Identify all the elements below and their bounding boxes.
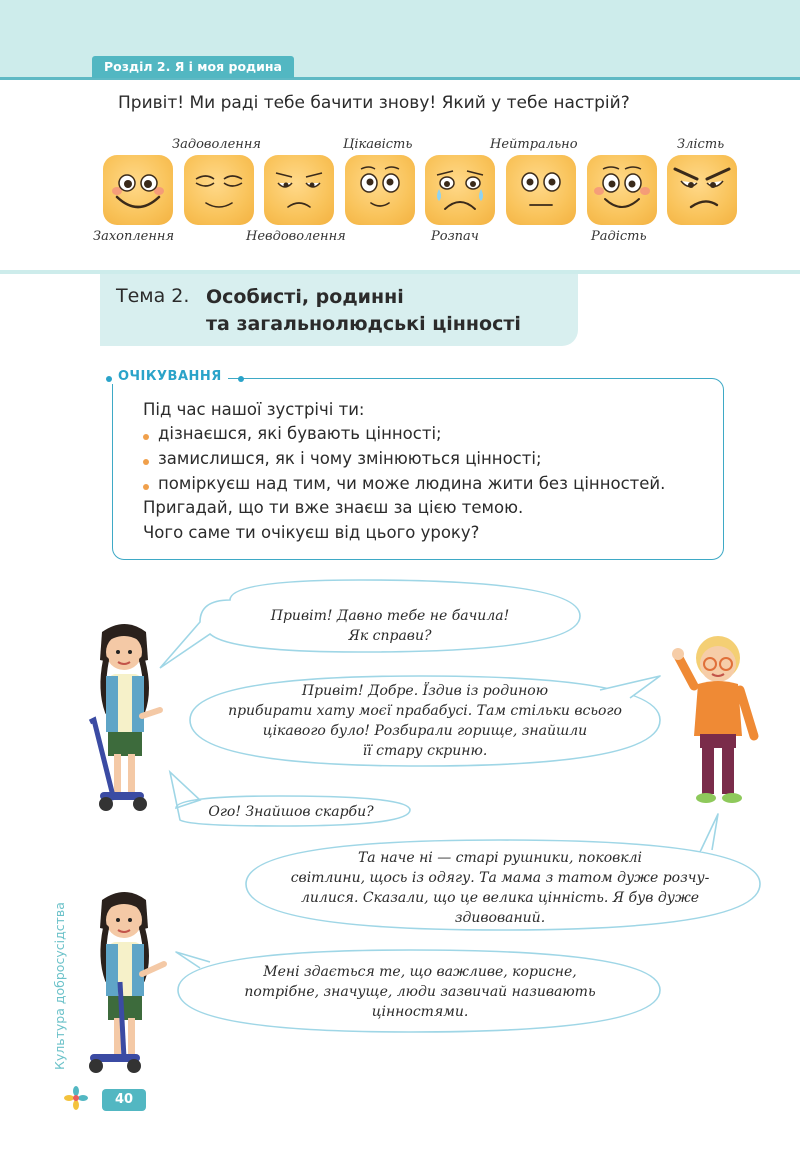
greeting-text: Привіт! Ми раді тебе бачити знову! Який у тебе настрій? xyxy=(118,93,630,113)
bubble-text-4 xyxy=(240,848,760,928)
page-number: 40 xyxy=(102,1089,146,1111)
girl-on-scooter-illustration-2 xyxy=(80,888,170,1076)
bubble-4-tail xyxy=(700,814,718,852)
bubble-line: Та наче ні — старі рушники, поковклі xyxy=(357,850,643,866)
bubble-line: цікавого було! Розбирали горище, знайшли xyxy=(262,723,588,739)
mood-label: Цікавість xyxy=(343,137,413,152)
bubble-line: світлини, щось із одягу. Та мама з татом дуже розчу- xyxy=(290,870,710,886)
bubble-line: цінностями. xyxy=(371,1004,469,1020)
flower-icon xyxy=(64,1086,88,1110)
expectation-item: замислишся, як і чому змінюються цінності; xyxy=(158,449,542,468)
expectations-heading: ОЧІКУВАННЯ xyxy=(112,369,228,384)
expectations-outro2: Чого саме ти очікуєш від цього уроку? xyxy=(143,523,480,542)
bubble-line: потрібне, значуще, люди зазвичай називають xyxy=(244,984,596,1000)
expectations-intro: Під час нашої зустрічі ти: xyxy=(143,400,365,419)
mood-label: Нейтрально xyxy=(490,137,578,152)
mood-label: Злість xyxy=(677,137,725,152)
expectation-item: дізнаєшся, які бувають цінності; xyxy=(158,424,442,443)
bubble-text-2 xyxy=(190,681,660,761)
girl-on-scooter-illustration xyxy=(80,620,170,815)
expectations-outro1: Пригадай, що ти вже знаєш за цією темою. xyxy=(143,498,524,517)
bubble-line: здивований. xyxy=(454,910,546,926)
bubble-line: лилися. Сказали, що це велика цінність. Я був дуже xyxy=(300,890,700,906)
mood-label: Задоволення xyxy=(172,137,262,152)
mood-label: Радість xyxy=(591,229,647,244)
bubble-line: Ого! Знайшов скарби? xyxy=(208,804,374,820)
bubble-text-5 xyxy=(190,962,650,1022)
bubble-text-3 xyxy=(186,802,396,822)
mood-label: Розпач xyxy=(431,229,479,244)
bubble-text-1 xyxy=(230,606,550,646)
mood-label: Захоплення xyxy=(93,229,175,244)
bubble-line: Як справи? xyxy=(348,628,432,644)
mood-label: Невдоволення xyxy=(246,229,346,244)
boy-with-glasses-illustration xyxy=(670,626,770,811)
bubble-line: Мені здається те, що важливе, корисне, xyxy=(263,964,577,980)
expectation-item: поміркуєш над тим, чи може людина жити без цінностей. xyxy=(158,474,666,493)
side-title: Культура добросусідства xyxy=(52,902,67,1070)
section-tab: Розділ 2. Я і моя родина xyxy=(92,56,294,78)
topic-title-line2: та загальнолюдські цінності xyxy=(206,313,521,335)
bubble-line: Привіт! Добре. Їздив із родиною xyxy=(301,683,549,699)
bubble-line: Привіт! Давно тебе не бачила! xyxy=(270,608,510,624)
bubble-line: прибирати хату моєї прабабусі. Там стільки всього xyxy=(228,703,622,719)
bubble-line: її стару скриню. xyxy=(362,743,488,759)
topic-title-line1: Особисті, родинні xyxy=(206,286,404,308)
topic-number: Тема 2. xyxy=(116,285,190,307)
